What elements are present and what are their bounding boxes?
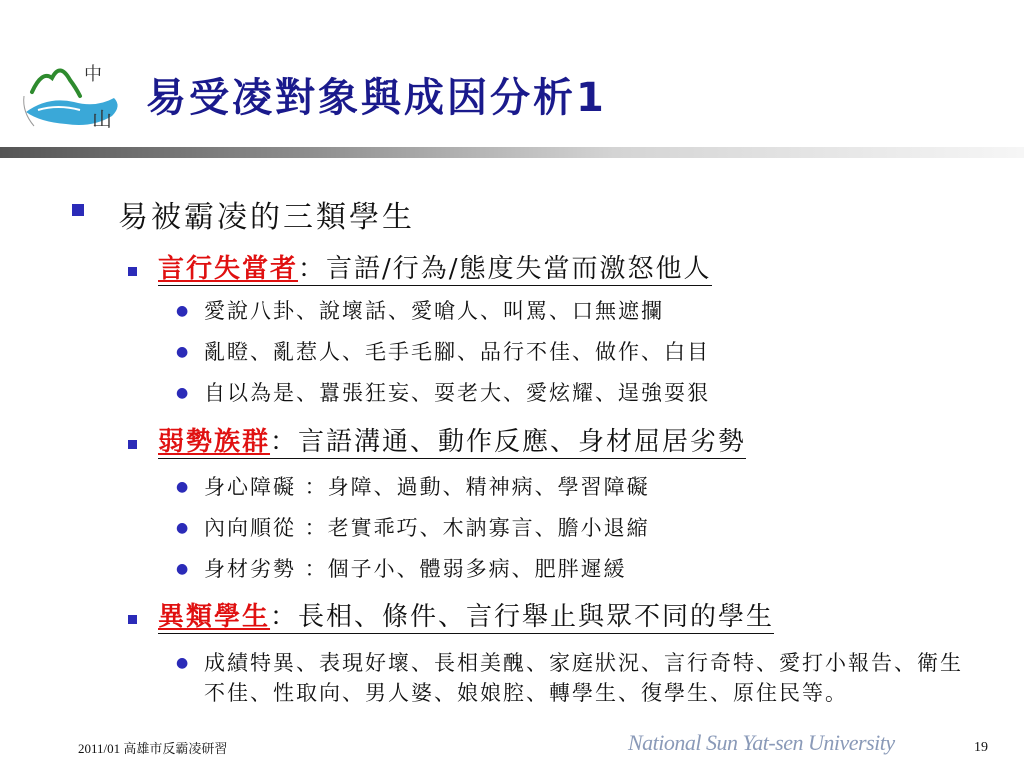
group-title: 弱勢族群 — [158, 427, 271, 457]
dot-bullet-icon: ● — [176, 385, 189, 401]
square-bullet-icon — [128, 267, 137, 276]
slide-title-number: 1 — [576, 75, 607, 121]
university-logo — [18, 52, 130, 134]
group-separator: ： — [270, 602, 299, 632]
group-heading-1 — [158, 254, 712, 286]
list-item: 亂瞪、亂惹人、毛手毛腳、品行不佳、做作、白目 — [204, 340, 710, 364]
group-description: 長相、條件、言行舉止與眾不同的學生 — [298, 602, 775, 632]
dot-bullet-icon: ● — [176, 520, 189, 536]
square-bullet-icon — [128, 615, 137, 624]
svg-text:中: 中 — [84, 64, 102, 85]
dot-bullet-icon: ● — [176, 479, 189, 495]
group-title: 言行失當者 — [158, 254, 299, 284]
page-number: 19 — [974, 740, 988, 755]
list-item: 身材劣勢 ：個子小、體弱多病、肥胖遲緩 — [204, 557, 627, 581]
dot-bullet-icon: ● — [176, 344, 189, 360]
dot-bullet-icon: ● — [176, 655, 189, 671]
slide-title-text: 易受凌對象與成因分析 — [146, 74, 576, 121]
list-item: 成績特異、表現好壞、長相美醜、家庭狀況、言行奇特、愛打小報告、衛生不佳、性取向、男人婆、娘娘腔、轉學生、復學生、原住民等。 — [204, 651, 963, 705]
group-heading-2 — [158, 427, 746, 459]
list-item: 內向順從 ：老實乖巧、木訥寡言、膽小退縮 — [204, 516, 650, 540]
group-title: 異類學生 — [158, 602, 271, 632]
dot-bullet-icon: ● — [176, 561, 189, 577]
group-description: 言語/行為/態度失當而激怒他人 — [326, 254, 712, 284]
slide-title — [146, 66, 607, 123]
level1-heading: 易被霸凌的三類學生 — [118, 200, 415, 235]
svg-text:山: 山 — [92, 107, 112, 131]
list-item: 身心障礙 ：身障、過動、精神病、學習障礙 — [204, 475, 650, 499]
square-bullet-icon — [128, 440, 137, 449]
square-bullet-icon — [72, 204, 84, 216]
footer-university: National Sun Yat-sen University — [628, 730, 895, 755]
group-separator: ： — [270, 427, 299, 457]
list-item: 愛說八卦、說壞話、愛嗆人、叫罵、口無遮攔 — [204, 299, 664, 323]
group-heading-3 — [158, 602, 774, 634]
list-item: 自以為是、囂張狂妄、耍老大、愛炫耀、逞強耍狠 — [204, 381, 710, 405]
dot-bullet-icon: ● — [176, 303, 189, 319]
group-description: 言語溝通、動作反應、身材屈居劣勢 — [298, 427, 747, 457]
footer-event: 2011/01 高雄市反霸凌研習 — [78, 741, 228, 756]
group-separator: ： — [298, 254, 327, 284]
title-divider — [0, 147, 1024, 158]
